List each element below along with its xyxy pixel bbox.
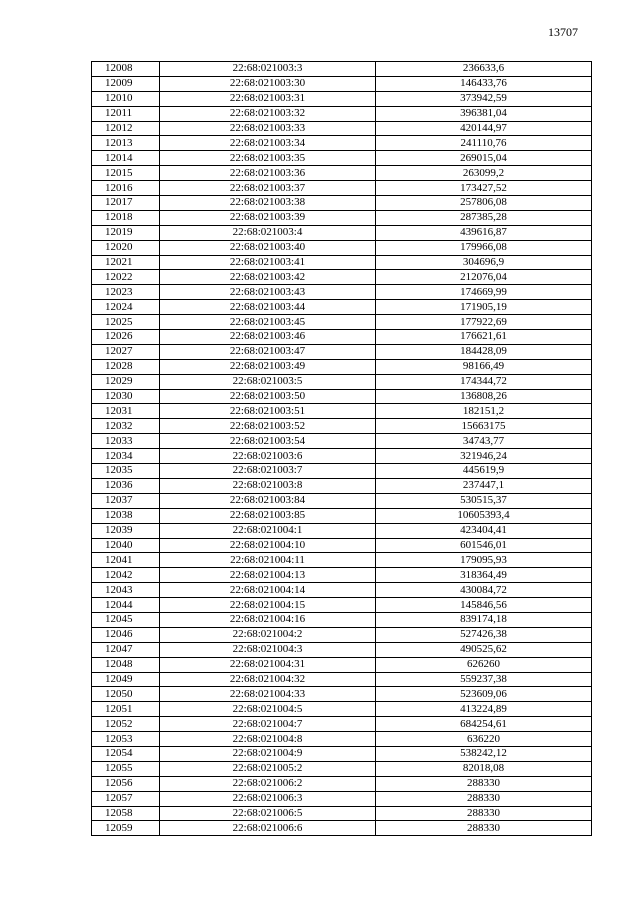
table-row: [92, 404, 592, 419]
row-number-cell: 12057: [92, 791, 160, 806]
table-row: [92, 330, 592, 345]
row-number-cell: 12051: [92, 702, 160, 717]
cadastral-number-cell: 22:68:021003:54: [160, 434, 376, 449]
table-row: [92, 344, 592, 359]
cadastral-number-cell: 22:68:021004:15: [160, 598, 376, 613]
cadastral-number-cell: 22:68:021003:50: [160, 389, 376, 404]
row-number-cell: 12046: [92, 627, 160, 642]
table-row: [92, 359, 592, 374]
cadastral-number-cell: 22:68:021004:3: [160, 642, 376, 657]
cadastral-value-cell: 173427,52: [376, 181, 592, 196]
cadastral-value-cell: 288330: [376, 821, 592, 836]
cadastral-value-cell: 490525,62: [376, 642, 592, 657]
table-row: [92, 806, 592, 821]
table-row: [92, 732, 592, 747]
cadastral-number-cell: 22:68:021003:45: [160, 315, 376, 330]
table-row: [92, 300, 592, 315]
table-row: [92, 136, 592, 151]
table-row: [92, 255, 592, 270]
cadastral-number-cell: 22:68:021004:9: [160, 746, 376, 761]
row-number-cell: 12056: [92, 776, 160, 791]
row-number-cell: 12025: [92, 315, 160, 330]
cadastral-number-cell: 22:68:021003:7: [160, 464, 376, 479]
table-row: [92, 270, 592, 285]
cadastral-value-cell: 15663175: [376, 419, 592, 434]
cadastral-number-cell: 22:68:021004:33: [160, 687, 376, 702]
cadastral-number-cell: 22:68:021006:2: [160, 776, 376, 791]
cadastral-number-cell: 22:68:021003:8: [160, 478, 376, 493]
table-row: [92, 702, 592, 717]
cadastral-number-cell: 22:68:021003:42: [160, 270, 376, 285]
table-row: [92, 583, 592, 598]
cadastral-value-cell: 636220: [376, 732, 592, 747]
cadastral-value-cell: 146433,76: [376, 76, 592, 91]
row-number-cell: 12038: [92, 508, 160, 523]
cadastral-value-cell: 530515,37: [376, 493, 592, 508]
cadastral-value-cell: 34743,77: [376, 434, 592, 449]
table-row: [92, 374, 592, 389]
cadastral-value-cell: 136808,26: [376, 389, 592, 404]
cadastral-number-cell: 22:68:021004:31: [160, 657, 376, 672]
cadastral-number-cell: 22:68:021004:5: [160, 702, 376, 717]
table-row: [92, 776, 592, 791]
cadastral-value-cell: 559237,38: [376, 672, 592, 687]
row-number-cell: 12049: [92, 672, 160, 687]
cadastral-value-cell: 98166,49: [376, 359, 592, 374]
row-number-cell: 12019: [92, 225, 160, 240]
row-number-cell: 12029: [92, 374, 160, 389]
row-number-cell: 12035: [92, 464, 160, 479]
cadastral-value-cell: 145846,56: [376, 598, 592, 613]
cadastral-value-cell: 263099,2: [376, 166, 592, 181]
cadastral-number-cell: 22:68:021003:4: [160, 225, 376, 240]
cadastral-value-cell: 237447,1: [376, 478, 592, 493]
cadastral-value-cell: 171905,19: [376, 300, 592, 315]
cadastral-value-cell: 321946,24: [376, 449, 592, 464]
row-number-cell: 12023: [92, 285, 160, 300]
table-row: [92, 91, 592, 106]
cadastral-number-cell: 22:68:021003:52: [160, 419, 376, 434]
row-number-cell: 12055: [92, 761, 160, 776]
row-number-cell: 12030: [92, 389, 160, 404]
table-row: [92, 657, 592, 672]
table-row: [92, 627, 592, 642]
cadastral-number-cell: 22:68:021004:8: [160, 732, 376, 747]
cadastral-value-cell: 439616,87: [376, 225, 592, 240]
cadastral-value-cell: 179966,08: [376, 240, 592, 255]
cadastral-value-cell: 236633,6: [376, 62, 592, 77]
row-number-cell: 12042: [92, 568, 160, 583]
table-row: [92, 434, 592, 449]
row-number-cell: 12033: [92, 434, 160, 449]
cadastral-value-cell: 538242,12: [376, 746, 592, 761]
cadastral-value-cell: 373942,59: [376, 91, 592, 106]
row-number-cell: 12053: [92, 732, 160, 747]
table-row: [92, 389, 592, 404]
cadastral-number-cell: 22:68:021003:38: [160, 196, 376, 211]
row-number-cell: 12013: [92, 136, 160, 151]
cadastral-number-cell: 22:68:021003:35: [160, 151, 376, 166]
cadastral-value-cell: 601546,01: [376, 538, 592, 553]
row-number-cell: 12059: [92, 821, 160, 836]
cadastral-number-cell: 22:68:021003:31: [160, 91, 376, 106]
row-number-cell: 12052: [92, 717, 160, 732]
cadastral-number-cell: 22:68:021003:39: [160, 210, 376, 225]
cadastral-number-cell: 22:68:021003:30: [160, 76, 376, 91]
cadastral-number-cell: 22:68:021003:6: [160, 449, 376, 464]
cadastral-value-cell: 684254,61: [376, 717, 592, 732]
table-row: [92, 196, 592, 211]
cadastral-value-cell: 396381,04: [376, 106, 592, 121]
table-row: [92, 76, 592, 91]
table-row: [92, 181, 592, 196]
row-number-cell: 12044: [92, 598, 160, 613]
cadastral-number-cell: 22:68:021004:32: [160, 672, 376, 687]
cadastral-value-cell: 287385,28: [376, 210, 592, 225]
cadastral-number-cell: 22:68:021004:16: [160, 612, 376, 627]
cadastral-value-cell: 420144,97: [376, 121, 592, 136]
cadastral-value-cell: 10605393,4: [376, 508, 592, 523]
table-body: [92, 62, 592, 836]
cadastral-value-cell: 269015,04: [376, 151, 592, 166]
row-number-cell: 12050: [92, 687, 160, 702]
table-row: [92, 672, 592, 687]
row-number-cell: 12031: [92, 404, 160, 419]
cadastral-value-cell: 445619,9: [376, 464, 592, 479]
table-row: [92, 821, 592, 836]
table-row: [92, 761, 592, 776]
table-row: [92, 568, 592, 583]
table-row: [92, 478, 592, 493]
table-row: [92, 464, 592, 479]
cadastral-number-cell: 22:68:021003:49: [160, 359, 376, 374]
table-row: [92, 151, 592, 166]
row-number-cell: 12054: [92, 746, 160, 761]
cadastral-value-cell: 176621,61: [376, 330, 592, 345]
cadastral-number-cell: 22:68:021003:5: [160, 374, 376, 389]
cadastral-value-cell: 288330: [376, 806, 592, 821]
row-number-cell: 12047: [92, 642, 160, 657]
table-row: [92, 687, 592, 702]
table-row: [92, 315, 592, 330]
cadastral-value-table: [91, 61, 592, 836]
cadastral-number-cell: 22:68:021003:43: [160, 285, 376, 300]
cadastral-value-cell: 179095,93: [376, 553, 592, 568]
table-row: [92, 493, 592, 508]
row-number-cell: 12009: [92, 76, 160, 91]
row-number-cell: 12020: [92, 240, 160, 255]
cadastral-number-cell: 22:68:021003:32: [160, 106, 376, 121]
row-number-cell: 12041: [92, 553, 160, 568]
row-number-cell: 12032: [92, 419, 160, 434]
cadastral-number-cell: 22:68:021003:34: [160, 136, 376, 151]
row-number-cell: 12008: [92, 62, 160, 77]
table-row: [92, 612, 592, 627]
cadastral-value-cell: 177922,69: [376, 315, 592, 330]
page-number: 13707: [548, 25, 578, 39]
row-number-cell: 12012: [92, 121, 160, 136]
row-number-cell: 12036: [92, 478, 160, 493]
table-row: [92, 106, 592, 121]
row-number-cell: 12010: [92, 91, 160, 106]
cadastral-value-cell: 318364,49: [376, 568, 592, 583]
cadastral-number-cell: 22:68:021003:36: [160, 166, 376, 181]
cadastral-value-cell: 413224,89: [376, 702, 592, 717]
cadastral-number-cell: 22:68:021003:3: [160, 62, 376, 77]
table-row: [92, 285, 592, 300]
row-number-cell: 12022: [92, 270, 160, 285]
cadastral-value-cell: 212076,04: [376, 270, 592, 285]
cadastral-value-cell: 257806,08: [376, 196, 592, 211]
row-number-cell: 12045: [92, 612, 160, 627]
row-number-cell: 12048: [92, 657, 160, 672]
cadastral-number-cell: 22:68:021004:7: [160, 717, 376, 732]
row-number-cell: 12027: [92, 344, 160, 359]
cadastral-number-cell: 22:68:021003:84: [160, 493, 376, 508]
table-row: [92, 746, 592, 761]
cadastral-number-cell: 22:68:021003:40: [160, 240, 376, 255]
cadastral-value-cell: 82018,08: [376, 761, 592, 776]
table-row: [92, 523, 592, 538]
table-row: [92, 538, 592, 553]
row-number-cell: 12016: [92, 181, 160, 196]
table-row: [92, 225, 592, 240]
cadastral-number-cell: 22:68:021003:44: [160, 300, 376, 315]
row-number-cell: 12028: [92, 359, 160, 374]
row-number-cell: 12034: [92, 449, 160, 464]
table-row: [92, 598, 592, 613]
cadastral-number-cell: 22:68:021003:51: [160, 404, 376, 419]
table-row: [92, 62, 592, 77]
cadastral-number-cell: 22:68:021004:13: [160, 568, 376, 583]
row-number-cell: 12015: [92, 166, 160, 181]
cadastral-value-cell: 288330: [376, 791, 592, 806]
row-number-cell: 12018: [92, 210, 160, 225]
table-row: [92, 210, 592, 225]
row-number-cell: 12037: [92, 493, 160, 508]
cadastral-number-cell: 22:68:021004:11: [160, 553, 376, 568]
row-number-cell: 12026: [92, 330, 160, 345]
table-row: [92, 642, 592, 657]
cadastral-value-cell: 423404,41: [376, 523, 592, 538]
row-number-cell: 12011: [92, 106, 160, 121]
cadastral-value-cell: 174669,99: [376, 285, 592, 300]
cadastral-value-cell: 430084,72: [376, 583, 592, 598]
cadastral-value-cell: 288330: [376, 776, 592, 791]
table-row: [92, 121, 592, 136]
table-row: [92, 419, 592, 434]
cadastral-value-cell: 184428,09: [376, 344, 592, 359]
cadastral-value-cell: 527426,38: [376, 627, 592, 642]
cadastral-number-cell: 22:68:021004:14: [160, 583, 376, 598]
cadastral-number-cell: 22:68:021004:2: [160, 627, 376, 642]
cadastral-number-cell: 22:68:021003:85: [160, 508, 376, 523]
row-number-cell: 12021: [92, 255, 160, 270]
cadastral-value-cell: 241110,76: [376, 136, 592, 151]
row-number-cell: 12058: [92, 806, 160, 821]
row-number-cell: 12040: [92, 538, 160, 553]
cadastral-value-cell: 182151,2: [376, 404, 592, 419]
cadastral-number-cell: 22:68:021003:33: [160, 121, 376, 136]
cadastral-number-cell: 22:68:021003:37: [160, 181, 376, 196]
cadastral-number-cell: 22:68:021004:1: [160, 523, 376, 538]
table-row: [92, 553, 592, 568]
cadastral-value-cell: 839174,18: [376, 612, 592, 627]
table-row: [92, 791, 592, 806]
cadastral-value-cell: 626260: [376, 657, 592, 672]
table-row: [92, 717, 592, 732]
cadastral-number-cell: 22:68:021006:5: [160, 806, 376, 821]
row-number-cell: 12014: [92, 151, 160, 166]
cadastral-number-cell: 22:68:021006:6: [160, 821, 376, 836]
row-number-cell: 12017: [92, 196, 160, 211]
cadastral-value-cell: 304696,9: [376, 255, 592, 270]
cadastral-number-cell: 22:68:021005:2: [160, 761, 376, 776]
row-number-cell: 12024: [92, 300, 160, 315]
cadastral-number-cell: 22:68:021004:10: [160, 538, 376, 553]
cadastral-number-cell: 22:68:021003:47: [160, 344, 376, 359]
table-row: [92, 240, 592, 255]
table-row: [92, 166, 592, 181]
cadastral-value-cell: 523609,06: [376, 687, 592, 702]
row-number-cell: 12043: [92, 583, 160, 598]
table-row: [92, 508, 592, 523]
cadastral-number-cell: 22:68:021003:46: [160, 330, 376, 345]
cadastral-number-cell: 22:68:021006:3: [160, 791, 376, 806]
table-row: [92, 449, 592, 464]
cadastral-value-cell: 174344,72: [376, 374, 592, 389]
cadastral-number-cell: 22:68:021003:41: [160, 255, 376, 270]
row-number-cell: 12039: [92, 523, 160, 538]
